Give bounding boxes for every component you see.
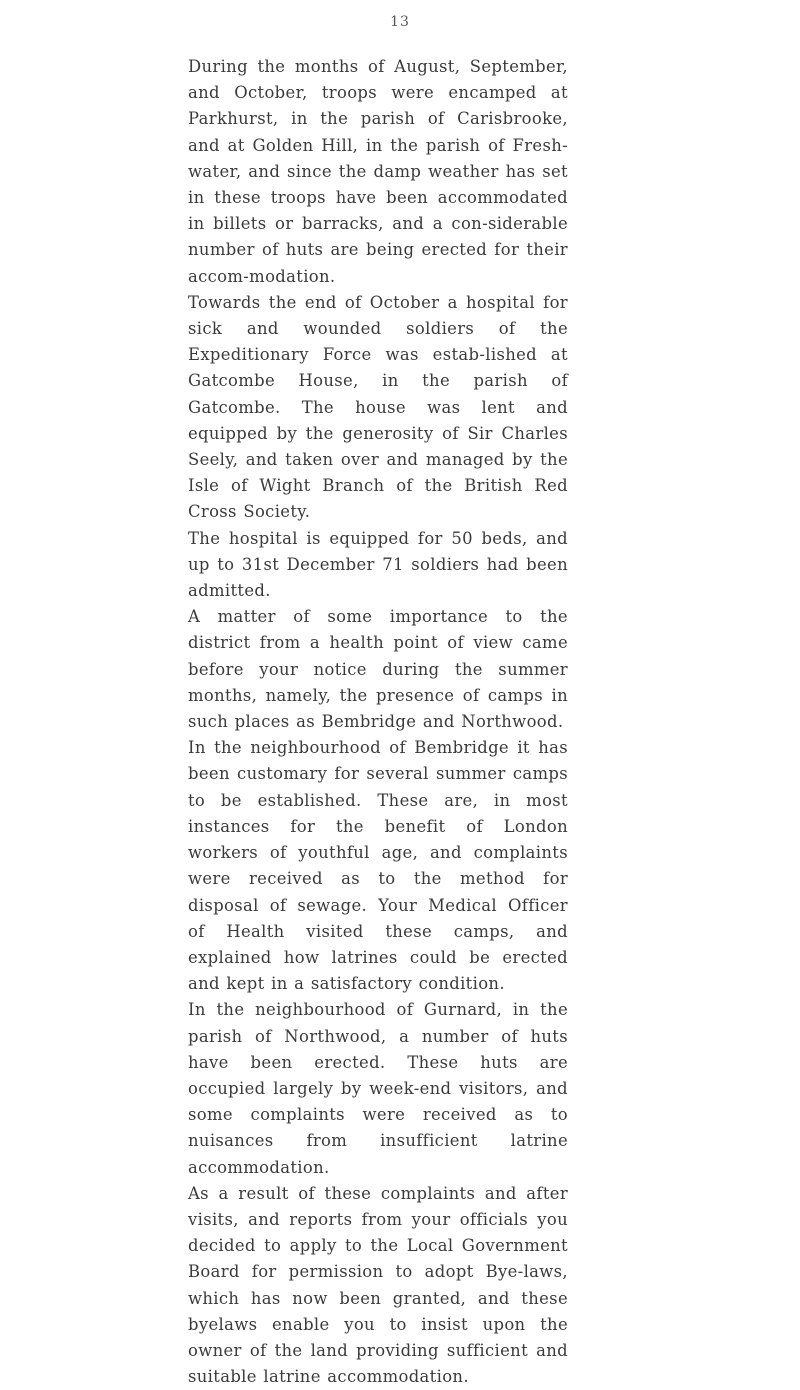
paragraph-camps-importance: A matter of some importance to the district from a health point of view came before your notice during the summer months, namely, the presence of camps in such places as Bembridge and Northwood. bbox=[188, 607, 568, 732]
paragraph-bembridge-camps: In the neighbourhood of Bembridge it has been customary for several summer camps to be established. These are, in most instances for the benefit of London workers of youthful age, and complaints were received as to the method for disposal of sewage. Your Medical Officer of Health visited these camps, and explained how latrines could be erected and kept in a satisfactory condition. bbox=[188, 738, 568, 994]
page-number: 13 bbox=[390, 14, 410, 30]
paragraph-hospital-beds: The hospital is equipped for 50 beds, and up to 31st December 71 soldiers had been admitted. bbox=[188, 528, 568, 601]
body-text bbox=[188, 54, 568, 1390]
paragraph-gurnard-huts: In the neighbourhood of Gurnard, in the parish of Northwood, a number of huts have been erected. These huts are occupied largely by week-end visitors, and some complaints were received as to nuisances from insufficient latrine accommodation. bbox=[188, 1000, 568, 1177]
paragraph-gatcombe-hospital: Towards the end of October a hospital for sick and wounded soldiers of the Expeditionary Force was estab-lished at Gatcombe House, in the parish of Gatcombe. The house was lent and equipped by the generosity of Sir Charles Seely, and taken over and managed by the Isle of Wight Branch of the British Red Cross Society. bbox=[188, 292, 568, 522]
paragraph-bye-laws: As a result of these complaints and after visits, and reports from your officials you decided to apply to the Local Government Board for permission to adopt Bye-laws, which has now been granted, and these byelaws enable you to insist upon the owner of the land providing sufficient and suitable latrine accommodation. bbox=[188, 1183, 568, 1387]
paragraph-troops-encamped: During the months of August, September, and October, troops were encamped at Parkhurst, in the parish of Carisbrooke, and at Golden Hill, in the parish of Fresh-water, and since the damp weather has set in these troops have been accommodated in billets or barracks, and a con-siderable number of huts are being erected for their accom-modation. bbox=[188, 57, 568, 286]
